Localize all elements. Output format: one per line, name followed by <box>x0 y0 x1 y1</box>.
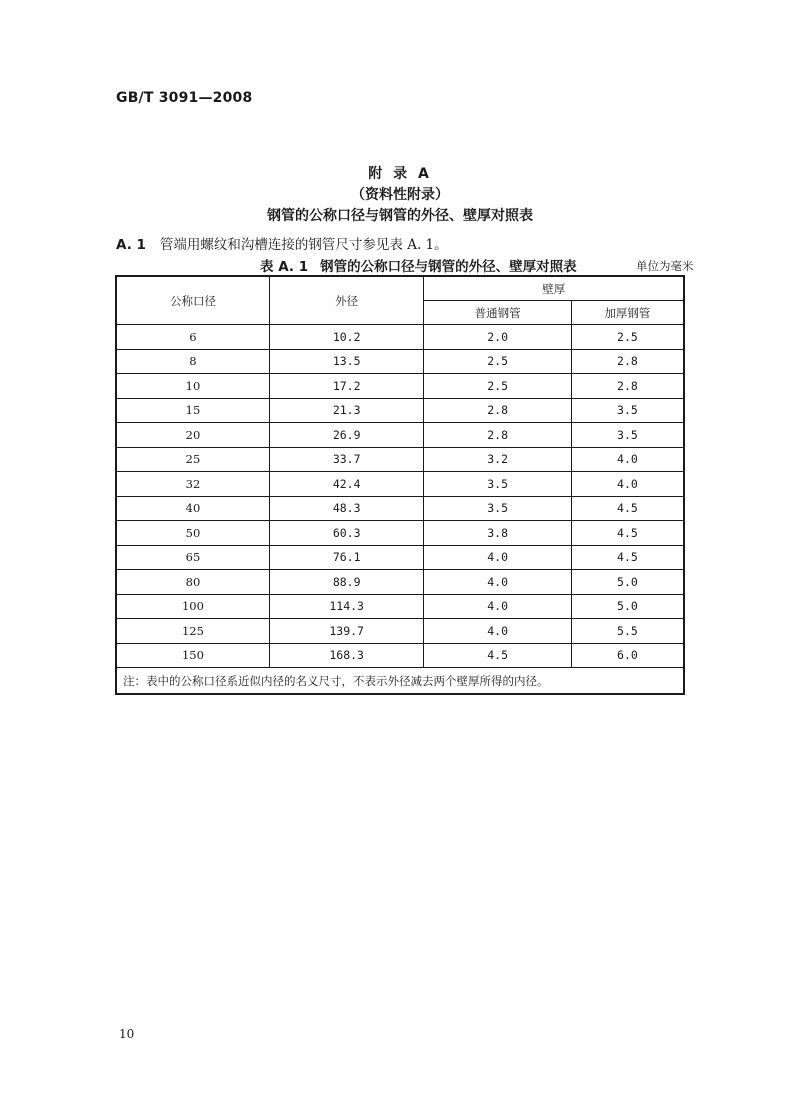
cell-thickened-wall: 4.0 <box>571 447 684 472</box>
cell-nominal-diameter: 65 <box>116 545 269 570</box>
cell-ordinary-wall: 2.8 <box>424 423 571 448</box>
cell-thickened-wall: 4.5 <box>571 496 684 521</box>
cell-thickened-wall: 3.5 <box>571 398 684 423</box>
appendix-heading: 钢管的公称口径与钢管的外径、壁厚对照表 <box>267 208 533 224</box>
header-outer-diameter: 外径 <box>269 276 423 325</box>
cell-ordinary-wall: 2.0 <box>424 325 571 350</box>
table-row <box>116 472 684 497</box>
cell-outer-diameter: 60.3 <box>269 521 423 546</box>
cell-thickened-wall: 2.5 <box>571 325 684 350</box>
table-row <box>116 398 684 423</box>
cell-nominal-diameter: 15 <box>116 398 269 423</box>
cell-nominal-diameter: 80 <box>116 570 269 595</box>
cell-outer-diameter: 17.2 <box>269 374 423 399</box>
cell-ordinary-wall: 4.5 <box>424 643 571 668</box>
cell-outer-diameter: 21.3 <box>269 398 423 423</box>
table-row <box>116 349 684 374</box>
cell-thickened-wall: 3.5 <box>571 423 684 448</box>
clause-text: 管端用螺纹和沟槽连接的钢管尺寸参见表 A. 1。 <box>159 237 448 253</box>
appendix-type: （资料性附录） <box>351 187 449 203</box>
table-row <box>116 423 684 448</box>
table-caption <box>260 255 577 275</box>
cell-ordinary-wall: 4.0 <box>424 619 571 644</box>
cell-outer-diameter: 168.3 <box>269 643 423 668</box>
table-row <box>116 545 684 570</box>
cell-ordinary-wall: 3.8 <box>424 521 571 546</box>
cell-nominal-diameter: 40 <box>116 496 269 521</box>
cell-thickened-wall: 4.0 <box>571 472 684 497</box>
table-row <box>116 594 684 619</box>
cell-ordinary-wall: 3.2 <box>424 447 571 472</box>
cell-thickened-wall: 4.5 <box>571 521 684 546</box>
cell-thickened-wall: 4.5 <box>571 545 684 570</box>
cell-outer-diameter: 88.9 <box>269 570 423 595</box>
pipe-size-table <box>115 275 685 695</box>
table-caption-title: 钢管的公称口径与钢管的外径、壁厚对照表 <box>320 259 577 275</box>
cell-thickened-wall: 6.0 <box>571 643 684 668</box>
cell-outer-diameter: 26.9 <box>269 423 423 448</box>
cell-ordinary-wall: 3.5 <box>424 472 571 497</box>
table-row <box>116 619 684 644</box>
cell-ordinary-wall: 4.0 <box>424 570 571 595</box>
header-wall-thickness: 壁厚 <box>424 276 684 301</box>
cell-nominal-diameter: 10 <box>116 374 269 399</box>
cell-nominal-diameter: 50 <box>116 521 269 546</box>
cell-ordinary-wall: 4.0 <box>424 545 571 570</box>
cell-outer-diameter: 13.5 <box>269 349 423 374</box>
table-caption-number: 表 A. 1 <box>260 259 309 275</box>
cell-outer-diameter: 76.1 <box>269 545 423 570</box>
cell-outer-diameter: 42.4 <box>269 472 423 497</box>
cell-thickened-wall: 2.8 <box>571 374 684 399</box>
cell-outer-diameter: 139.7 <box>269 619 423 644</box>
cell-nominal-diameter: 32 <box>116 472 269 497</box>
header-nominal-diameter: 公称口径 <box>116 276 269 325</box>
table-row <box>116 496 684 521</box>
clause-a1 <box>116 233 448 253</box>
table-unit: 单位为毫米 <box>636 259 694 273</box>
cell-outer-diameter: 10.2 <box>269 325 423 350</box>
table-row <box>116 643 684 668</box>
cell-outer-diameter: 114.3 <box>269 594 423 619</box>
table-body <box>116 325 684 668</box>
cell-thickened-wall: 5.0 <box>571 570 684 595</box>
cell-nominal-diameter: 20 <box>116 423 269 448</box>
appendix-title: 附 录 A <box>368 166 432 182</box>
cell-thickened-wall: 2.8 <box>571 349 684 374</box>
cell-nominal-diameter: 25 <box>116 447 269 472</box>
table-row <box>116 374 684 399</box>
table-row <box>116 447 684 472</box>
cell-nominal-diameter: 125 <box>116 619 269 644</box>
cell-outer-diameter: 48.3 <box>269 496 423 521</box>
cell-ordinary-wall: 2.8 <box>424 398 571 423</box>
cell-nominal-diameter: 150 <box>116 643 269 668</box>
cell-nominal-diameter: 6 <box>116 325 269 350</box>
clause-number: A. 1 <box>116 237 146 253</box>
cell-thickened-wall: 5.5 <box>571 619 684 644</box>
cell-ordinary-wall: 3.5 <box>424 496 571 521</box>
standard-code: GB/T 3091—2008 <box>116 90 253 106</box>
cell-ordinary-wall: 4.0 <box>424 594 571 619</box>
cell-ordinary-wall: 2.5 <box>424 374 571 399</box>
table-row <box>116 570 684 595</box>
table-row <box>116 521 684 546</box>
header-thickened-pipe: 加厚钢管 <box>571 301 684 325</box>
page-number: 10 <box>119 1027 135 1041</box>
cell-nominal-diameter: 8 <box>116 349 269 374</box>
cell-nominal-diameter: 100 <box>116 594 269 619</box>
table-note: 注：表中的公称口径系近似内径的名义尺寸，不表示外径减去两个壁厚所得的内径。 <box>116 668 684 695</box>
header-ordinary-pipe: 普通钢管 <box>424 301 571 325</box>
cell-outer-diameter: 33.7 <box>269 447 423 472</box>
table-row <box>116 325 684 350</box>
cell-ordinary-wall: 2.5 <box>424 349 571 374</box>
cell-thickened-wall: 5.0 <box>571 594 684 619</box>
